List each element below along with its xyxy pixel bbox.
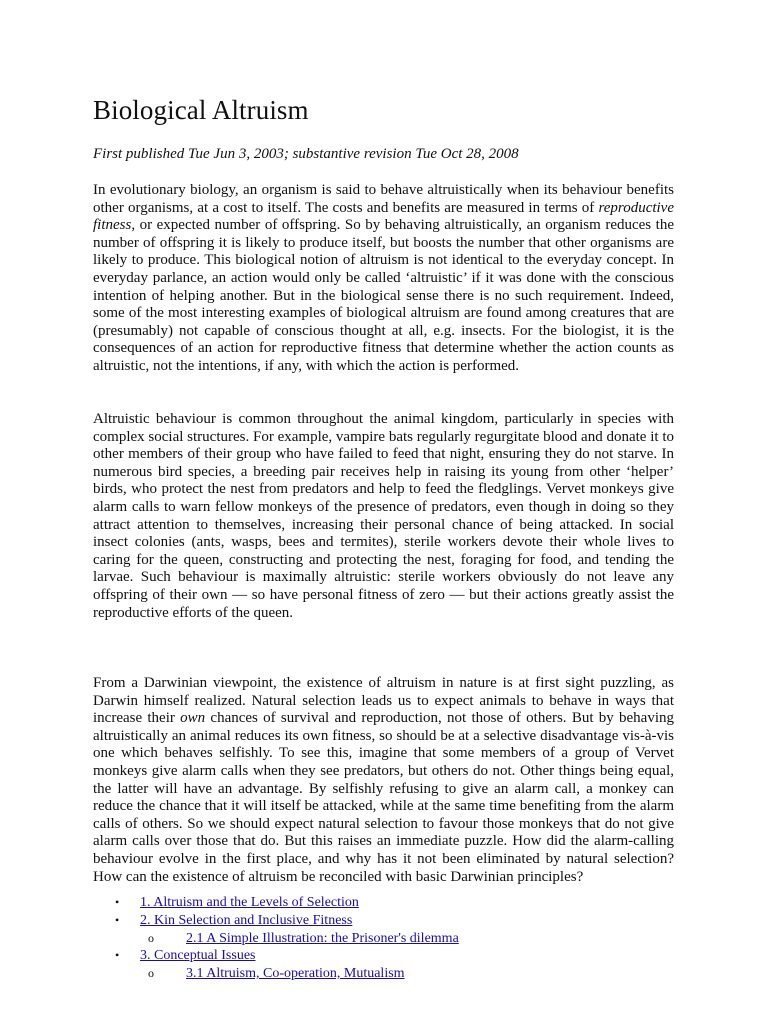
- toc-item: [93, 912, 674, 930]
- toc-item: [93, 947, 674, 965]
- sub-bullet-icon: o: [148, 966, 154, 981]
- page-title: Biological Altruism: [93, 95, 309, 125]
- toc-subitem: [93, 965, 674, 983]
- paragraph-1-text-a: In evolutionary biology, an organism is said to behave altruistically when its behaviour benefits other organisms, at a cost to itself. The costs and benefits are measured in terms of: [93, 182, 674, 216]
- paragraph-1-emphasis: reproductive fitness: [93, 199, 674, 234]
- paragraph-1: [93, 182, 674, 376]
- toc-link-prisoners-dilemma[interactable]: 2.1 A Simple Illustration: the Prisoner's dilemma: [186, 930, 459, 946]
- sub-bullet-icon: o: [148, 930, 154, 945]
- paragraph-2: Altruistic behaviour is common throughout the animal kingdom, particularly in species with complex social structures. For example, vampire bats regularly regurgitate blood and donate it to other members of their group who have failed to feed that night, ensuring they do not starve. In numerous bird species, a breeding pair receives help in raising its young from other ‘helper’ birds, who protect the nest from predators and help to feed the fledglings. Vervet monkeys give alarm calls to warn fellow monkeys of the presence of predators, even though in doing so they attract attention to themselves, increasing their personal chance of being attacked. In social insect colonies (ants, wasps, bees and termites), sterile workers devote their whole lives to caring for the queen, constructing and protecting the nest, foraging for food, and tending the larvae. Such behaviour is maximally altruistic: sterile workers obviously do not leave any offspring of their own — so have personal fitness of zero — but their actions greatly assist the reproductive efforts of the queen.: [93, 411, 674, 621]
- toc-item: [93, 894, 674, 912]
- toc-link-altruism-cooperation-mutualism[interactable]: 3.1 Altruism, Co-operation, Mutualism: [186, 966, 405, 982]
- paragraph-3-emphasis: own: [180, 710, 206, 727]
- paragraph-3: [93, 675, 674, 886]
- bullet-icon: •: [115, 948, 120, 963]
- paragraph-3-text-b: chances of survival and reproduction, not those of others. But by behaving altruistically an animal reduces its own fitness, so should be at a selective disadvantage vis-à-vis one which behaves selfishly. To see this, imagine that some members of a group of Vervet monkeys give alarm calls when they see predators, but others do not. Other things being equal, the latter will have an advantage. By selfishly refusing to give an alarm call, a monkey can reduce the chance that it will itself be attacked, while at the same time benefiting from the alarm calls of others. So we should expect natural selection to favour those monkeys that do not give alarm calls over those that do. But this raises an immediate puzzle. How did the alarm-calling behaviour evolve in the first place, and why has it not been eliminated by natural selection? How can the existence of altruism be reconciled with basic Darwinian principles?: [93, 710, 674, 885]
- bullet-icon: •: [115, 895, 120, 909]
- toc-link-altruism-levels-of-selection[interactable]: 1. Altruism and the Levels of Selection: [140, 895, 359, 910]
- paragraph-1-text-b: , or expected number of offspring. So by behaving altruistically, an organism reduces the number of offspring it is likely to produce itself, but boosts the number that other organisms are likely to produce. This biological notion of altruism is not identical to the everyday concept. In everyday parlance, an action would only be called ‘altruistic’ if it was done with the conscious intention of helping another. But in the biological sense there is no such requirement. Indeed, some of the most interesting examples of biological altruism are found among creatures that are (presumably) not capable of conscious thought at all, e.g. insects. For the biologist, it is the consequences of an action for reproductive fitness that determine whether the action counts as altruistic, not the intentions, if any, with which the action is performed.: [93, 217, 674, 374]
- toc-link-conceptual-issues[interactable]: 3. Conceptual Issues: [140, 948, 256, 964]
- table-of-contents: [93, 894, 674, 983]
- toc-subitem: [93, 930, 674, 948]
- toc-link-kin-selection[interactable]: 2. Kin Selection and Inclusive Fitness: [140, 912, 353, 928]
- paragraph-3-text-a: From a Darwinian viewpoint, the existence of altruism in nature is at first sight puzzling, as Darwin himself realized. Natural selection leads us to expect animals to behave in ways that increase their: [93, 675, 674, 727]
- bullet-icon: •: [115, 912, 120, 927]
- publication-info: First published Tue Jun 3, 2003; substantive revision Tue Oct 28, 2008: [93, 146, 519, 162]
